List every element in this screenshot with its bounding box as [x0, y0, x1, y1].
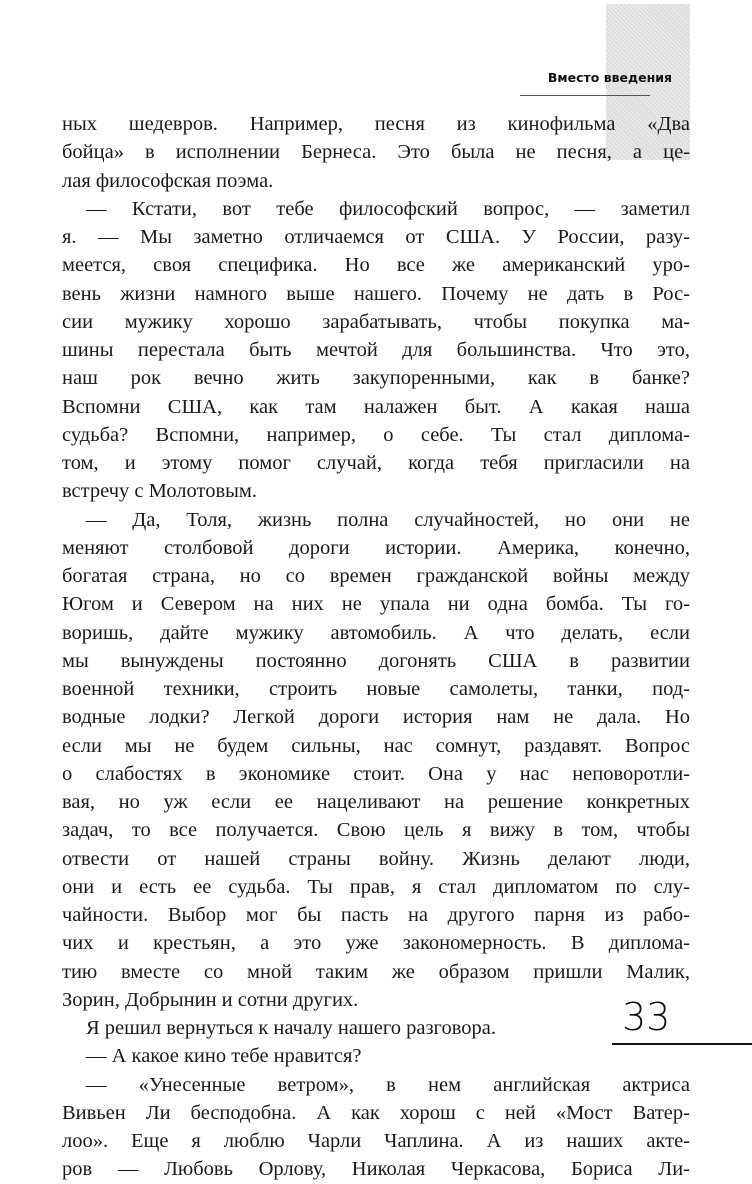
text-line: бойца» в исполнении Бернеса. Это была не песня, а це-: [62, 141, 690, 164]
text-line: — «Унесенные ветром», в нем английская актриса: [86, 1073, 690, 1096]
text-line: лоо». Еще я люблю Чарли Чаплина. А из наших акте-: [62, 1130, 690, 1152]
page-number-rule: [612, 1043, 752, 1045]
text-line: ных шедевров. Например, песня из кинофильма «Два: [62, 113, 690, 135]
text-line: я. — Мы заметно отличаемся от США. У России, разу-: [62, 226, 690, 248]
text-line: лая философская поэма.: [62, 169, 274, 192]
text-line: сии мужику хорошо зарабатывать, чтобы покупка ма-: [62, 310, 690, 333]
text-line: — Да, Толя, жизнь полна случайностей, но они не: [86, 508, 690, 531]
text-line: они и есть ее судьба. Ты прав, я стал дипломатом по слу-: [62, 875, 690, 898]
text-line: судьба? Вспомни, например, о себе. Ты стал диплома-: [62, 423, 690, 446]
text-line: чайности. Выбор мог бы пасть на другого парня из рабо-: [62, 904, 690, 926]
text-line: мы вынуждены постоянно догонять США в развитии: [62, 649, 690, 672]
text-line: том, и этому помог случай, когда тебя пригласили на: [62, 452, 690, 474]
text-line: задач, то все получается. Свою цель я вижу в том, чтобы: [62, 819, 690, 842]
text-line: о слабостях в экономике стоит. Она у нас неповоротли-: [62, 762, 690, 785]
text-line: вая, но уж если ее нацеливают на решение конкретных: [62, 791, 690, 813]
text-line: чих и крестьян, а это уже закономерность. В диплома-: [62, 932, 690, 955]
text-line: вень жизни намного выше нашего. Почему не дать в Рос-: [62, 282, 690, 305]
text-line: военной техники, строить новые самолеты, танки, под-: [62, 678, 690, 700]
text-line: водные лодки? Легкой дороги история нам не дала. Но: [62, 706, 690, 729]
header-rule: [520, 95, 650, 96]
text-line: Зорин, Добрынин и сотни других.: [62, 988, 359, 1011]
text-line: Вивьен Ли бесподобна. А как хорош с ней «Мост Ватер-: [62, 1101, 690, 1124]
text-line: — А какое кино тебе нравится?: [86, 1045, 362, 1068]
text-line: меется, своя специфика. Но все же американский уро-: [62, 254, 690, 277]
text-line: меняют столбовой дороги истории. Америка, конечно,: [62, 536, 690, 559]
text-line: если мы не будем сильны, нас сомнут, раздавят. Вопрос: [62, 734, 690, 757]
text-line: богатая страна, но со времен гражданской войны между: [62, 565, 690, 587]
text-line: встречу с Молотовым.: [62, 480, 258, 503]
body-text: [62, 110, 690, 1184]
text-line: наш рок вечно жить закупоренными, как в банке?: [62, 367, 690, 390]
text-line: тию вместе со мной таким же образом пришли Малик,: [62, 960, 690, 983]
text-line: — Кстати, вот тебе философский вопрос, — заметил: [86, 197, 690, 220]
page-number: 33: [622, 995, 671, 1039]
text-line: воришь, дайте мужику автомобиль. А что делать, если: [62, 621, 690, 644]
text-line: Югом и Севером на них не упала ни одна бомба. Ты го-: [62, 593, 690, 616]
text-line: Вспомни США, как там налажен быт. А какая наша: [62, 395, 690, 418]
text-line: шины перестала быть мечтой для большинства. Что это,: [62, 339, 690, 361]
running-header: Вместо введения: [547, 70, 672, 85]
text-line: ров — Любовь Орлову, Николая Черкасова, Бориса Ли-: [62, 1158, 690, 1181]
text-line: Я решил вернуться к началу нашего разговора.: [86, 1017, 496, 1039]
text-line: отвести от нашей страны войну. Жизнь делают люди,: [62, 847, 690, 870]
